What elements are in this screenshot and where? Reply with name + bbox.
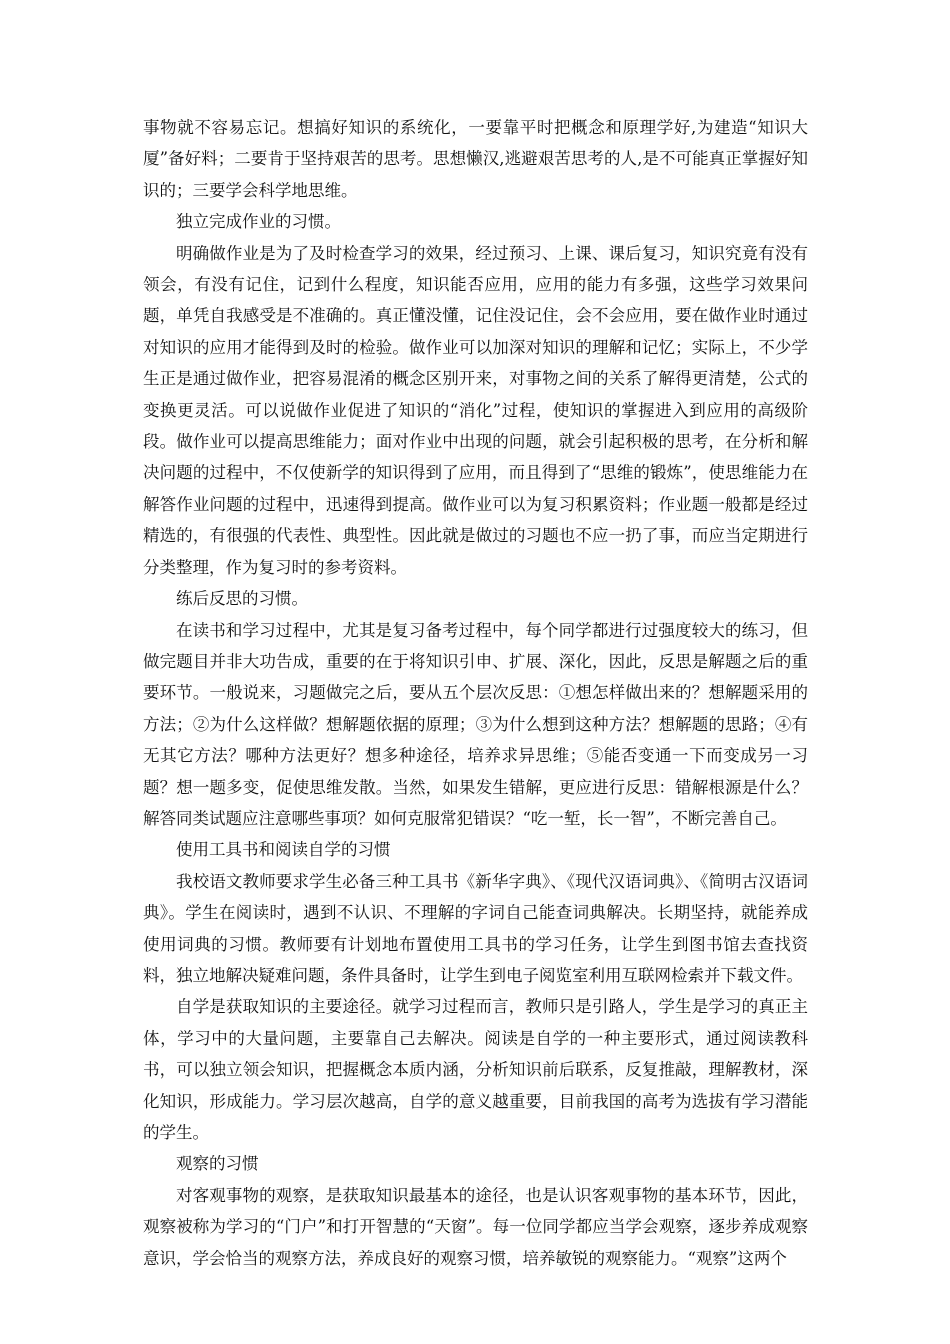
paragraph-self-study: 自学是获取知识的主要途径。就学习过程而言，教师只是引路人，学生是学习的真正主体，学习中的大量问题，主要靠自己去解决。阅读是自学的一种主要形式，通过阅读教科书，可以独立领会知识，把握概念本质内涵，分析知识前后联系，反复推敲，理解教材，深化知识，形成能力。学习层次越高，自学的意义越重要，目前我国的高考为选拔有学习潜能的学生。 (143, 997, 808, 1142)
section-heading-observation: 观察的习惯 (176, 1154, 259, 1174)
section-heading-reflection: 练后反思的习惯。 (176, 589, 308, 609)
document-body (143, 112, 808, 1274)
paragraph-observation: 对客观事物的观察，是获取知识最基本的途径，也是认识客观事物的基本环节，因此，观察被称为学习的“门户”和打开智慧的“天窗”。每一位同学都应当学会观察，逐步养成观察意识，学会恰当的观察方法，养成良好的观察习惯，培养敏锐的观察能力。“观察”这两个 (143, 1185, 808, 1268)
paragraph-reflection: 在读书和学习过程中，尤其是复习备考过程中，每个同学都进行过强度较大的练习，但做完题目并非大功告成，重要的在于将知识引申、扩展、深化，因此，反思是解题之后的重要环节。一般说来，习题做完之后，要从五个层次反思：①想怎样做出来的？想解题采用的方法；②为什么这样做？想解题依据的原理；③为什么想到这种方法？想解题的思路；④有无其它方法？哪种方法更好？想多种途径，培养求异思维；⑤能否变通一下而变成另一习题？想一题多变，促使思维发散。当然，如果发生错解，更应进行反思：错解根源是什么？解答同类试题应注意哪些事项？如何克服常犯错误？“吃一堑，长一智”，不断完善自己。 (143, 620, 808, 828)
section-heading-homework: 独立完成作业的习惯。 (176, 212, 341, 232)
paragraph-continued: 事物就不容易忘记。想搞好知识的系统化，一要靠平时把概念和原理学好,为建造“知识大厦”备好料；二要肯于坚持艰苦的思考。思想懒汉,逃避艰苦思考的人,是不可能真正掌握好知识的；三要学会科学地思维。 (143, 118, 808, 200)
paragraph-homework: 明确做作业是为了及时检查学习的效果，经过预习、上课、课后复习，知识究竟有没有领会，有没有记住，记到什么程度，知识能否应用，应用的能力有多强，这些学习效果问题，单凭自我感受是不准确的。真正懂没懂，记住没记住，会不会应用，要在做作业时通过对知识的应用才能得到及时的检验。做作业可以加深对知识的理解和记忆；实际上，不少学生正是通过做作业，把容易混淆的概念区别开来，对事物之间的关系了解得更清楚，公式的变换更灵活。可以说做作业促进了知识的“消化”过程，使知识的掌握进入到应用的高级阶段。做作业可以提高思维能力；面对作业中出现的问题，就会引起积极的思考，在分析和解决问题的过程中，不仅使新学的知识得到了应用，而且得到了“思维的锻炼”，使思维能力在解答作业问题的过程中，迅速得到提高。做作业可以为复习积累资料；作业题一般都是经过精选的，有很强的代表性、典型性。因此就是做过的习题也不应一扔了事，而应当定期进行分类整理，作为复习时的参考资料。 (143, 243, 808, 577)
paragraph-reference-books: 我校语文教师要求学生必备三种工具书《新华字典》、《现代汉语词典》、《简明古汉语词典》。学生在阅读时，遇到不认识、不理解的字词自己能查词典解决。长期坚持，就能养成使用词典的习惯。教师要有计划地布置使用工具书的学习任务，让学生到图书馆去查找资料，独立地解决疑难问题，条件具备时，让学生到电子阅览室利用互联网检索并下载文件。 (143, 871, 808, 985)
section-heading-reference-books: 使用工具书和阅读自学的习惯 (176, 840, 391, 860)
